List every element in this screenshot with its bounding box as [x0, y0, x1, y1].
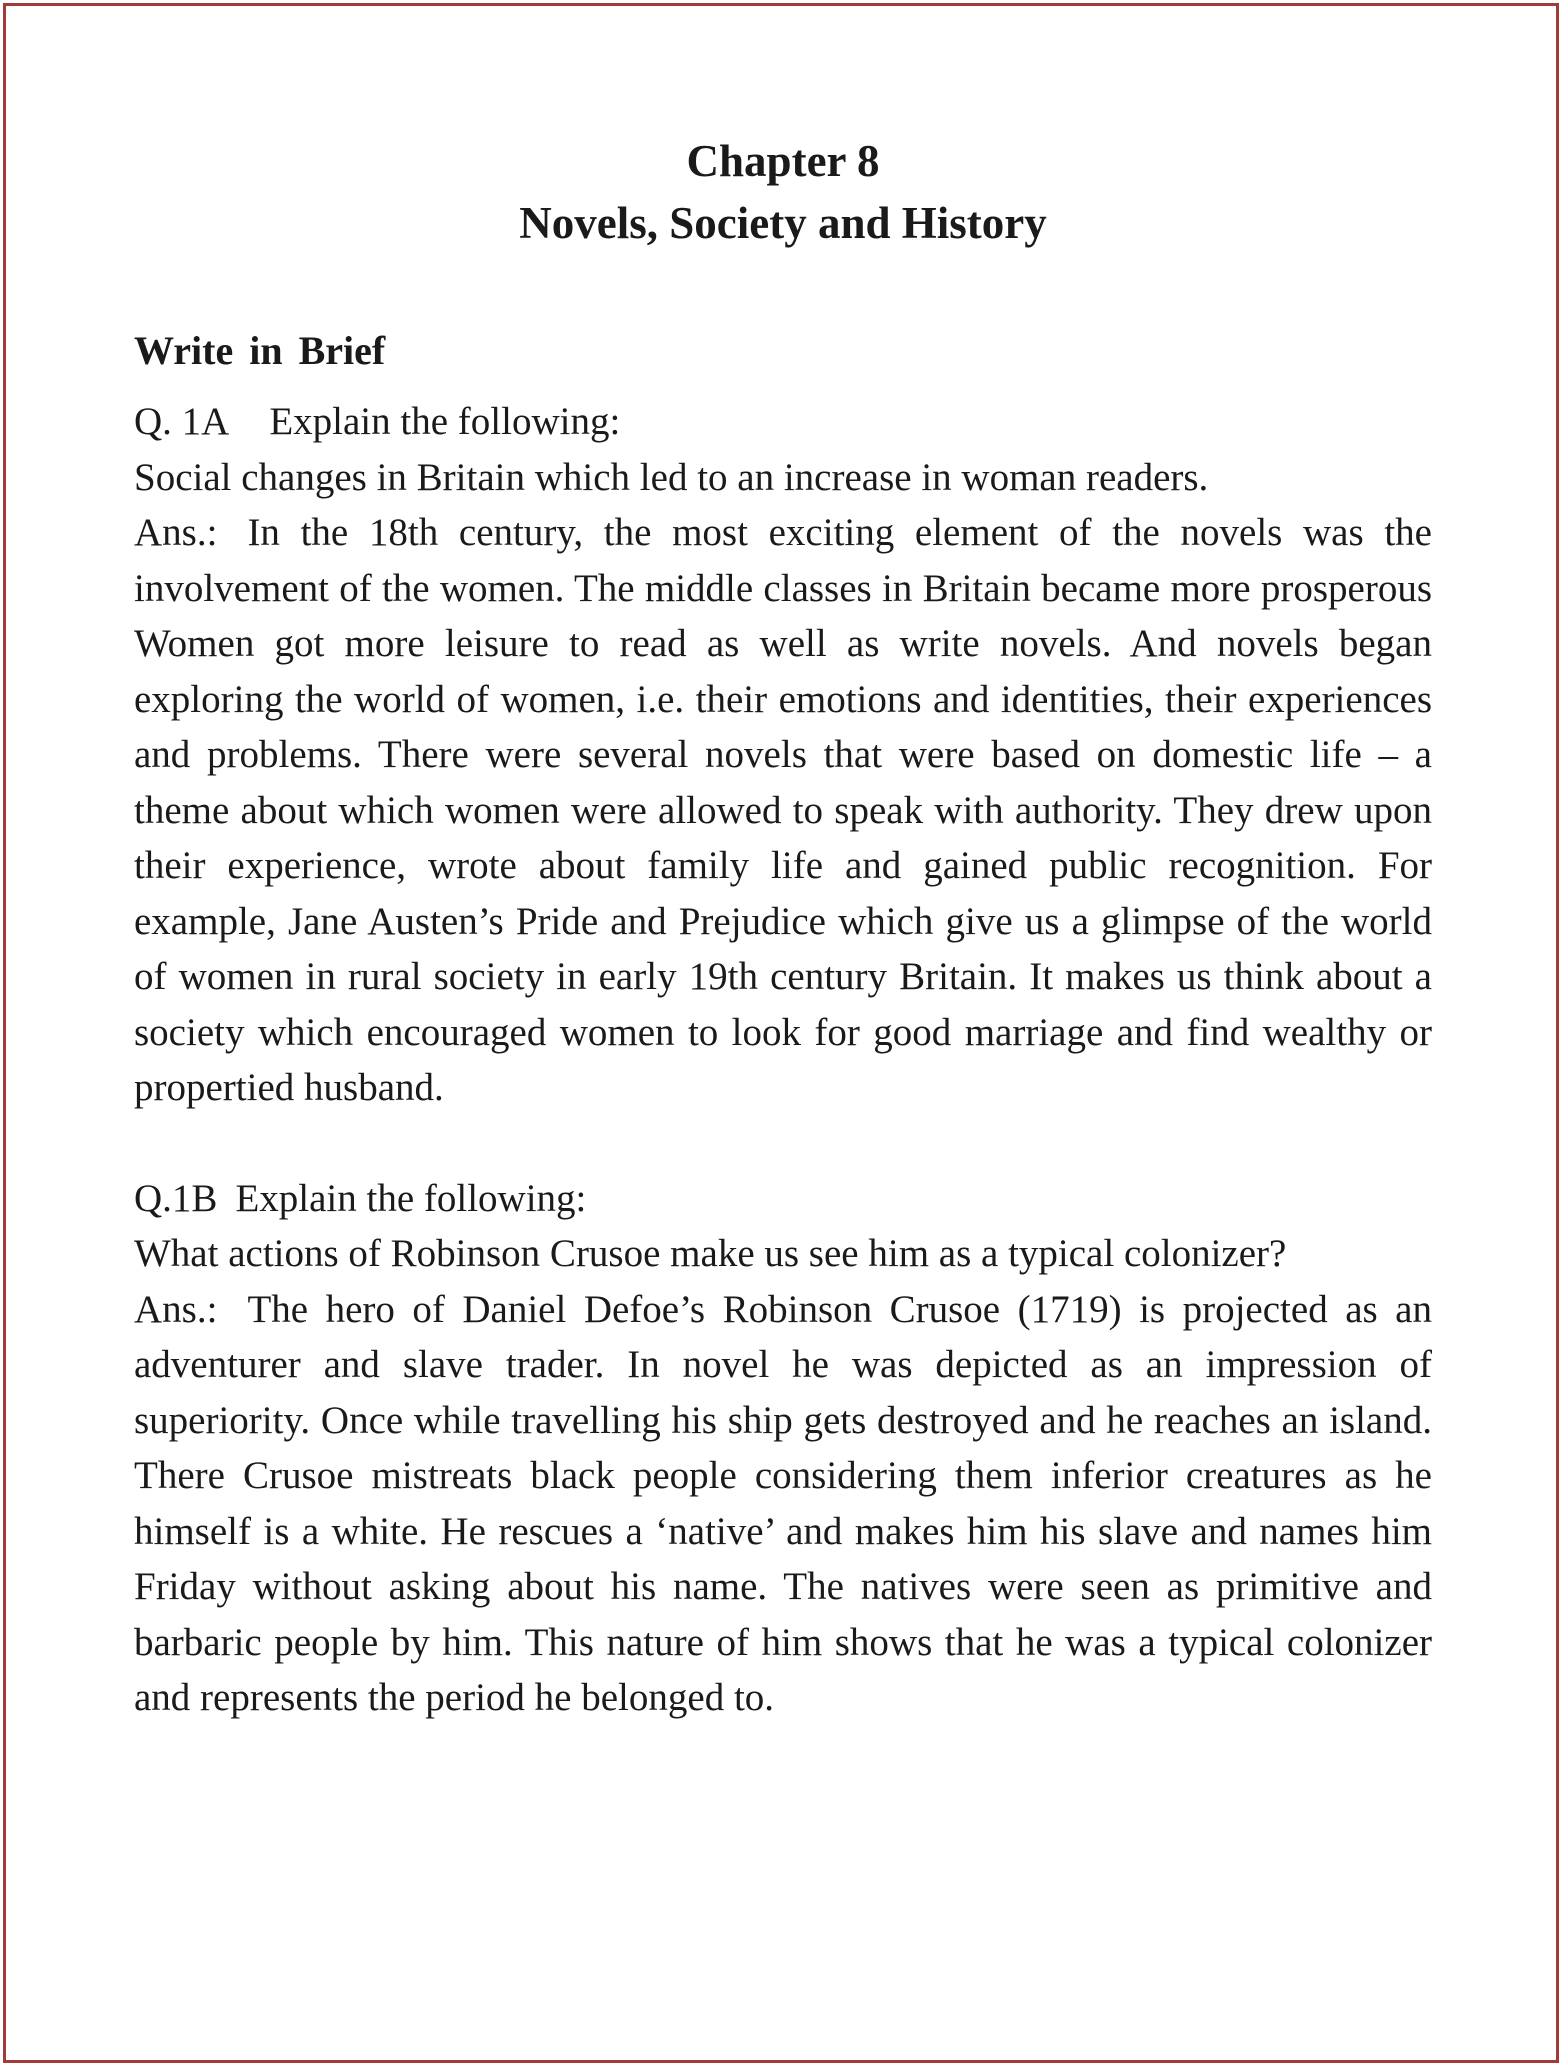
question-block-1a: [134, 394, 1432, 1116]
question-number: Q. 1A: [134, 400, 230, 443]
question-prompt: Explain the following:: [235, 1176, 587, 1220]
answer-text: [134, 1282, 1432, 1726]
question-text: Social changes in Britain which led to an increase in woman readers.: [134, 455, 1209, 499]
chapter-title: Novels, Society and History: [519, 198, 1047, 248]
answer-text: [134, 505, 1432, 1116]
answer-body: The hero of Daniel Defoe’s Robinson Crusoe (1719) is projected as an adventurer and slave trader. In novel he was depicted as an impression of superiority. Once while travelling his ship gets destroyed and he reaches an island. There Crusoe mistreats black people considering them inferior creatures as he himself is a white. He rescues a ‘native’ and makes him his slave and names him Friday without asking about his name. The natives were seen as primitive and barbaric people by him. This nature of him shows that he was a typical colonizer and represents the period he belonged to.: [134, 1287, 1432, 1719]
page-content: [134, 130, 1432, 1726]
question-block-1b: [134, 1171, 1432, 1726]
answer-label: Ans.:: [134, 1287, 218, 1331]
question-label: [134, 1171, 1432, 1227]
chapter-number: Chapter 8: [686, 136, 880, 186]
chapter-heading: [134, 130, 1432, 254]
question-number: Q.1B: [134, 1176, 218, 1220]
answer-body: In the 18th century, the most exciting element of the novels was the involvement of the women. The middle classes in Britain became more prosperous Women got more leisure to read as well as write novels. And novels began exploring the world of women, i.e. their emotions and identities, their experiences and problems. There were several novels that were based on domestic life – a theme about which women were allowed to speak with authority. They drew upon their experience, wrote about family life and gained public recognition. For example, Jane Austen’s Pride and Prejudice which give us a glimpse of the world of women in rural society in early 19th century Britain. It makes us think about a society which encouraged women to look for good marriage and find wealthy or propertied husband.: [134, 511, 1432, 1109]
question-text: What actions of Robinson Crusoe make us see him as a typical colonizer?: [134, 1232, 1287, 1275]
section-heading: Write in Brief: [134, 328, 386, 373]
question-prompt: Explain the following:: [269, 400, 621, 443]
answer-label: Ans.:: [134, 511, 218, 554]
question-label: [134, 394, 1432, 450]
